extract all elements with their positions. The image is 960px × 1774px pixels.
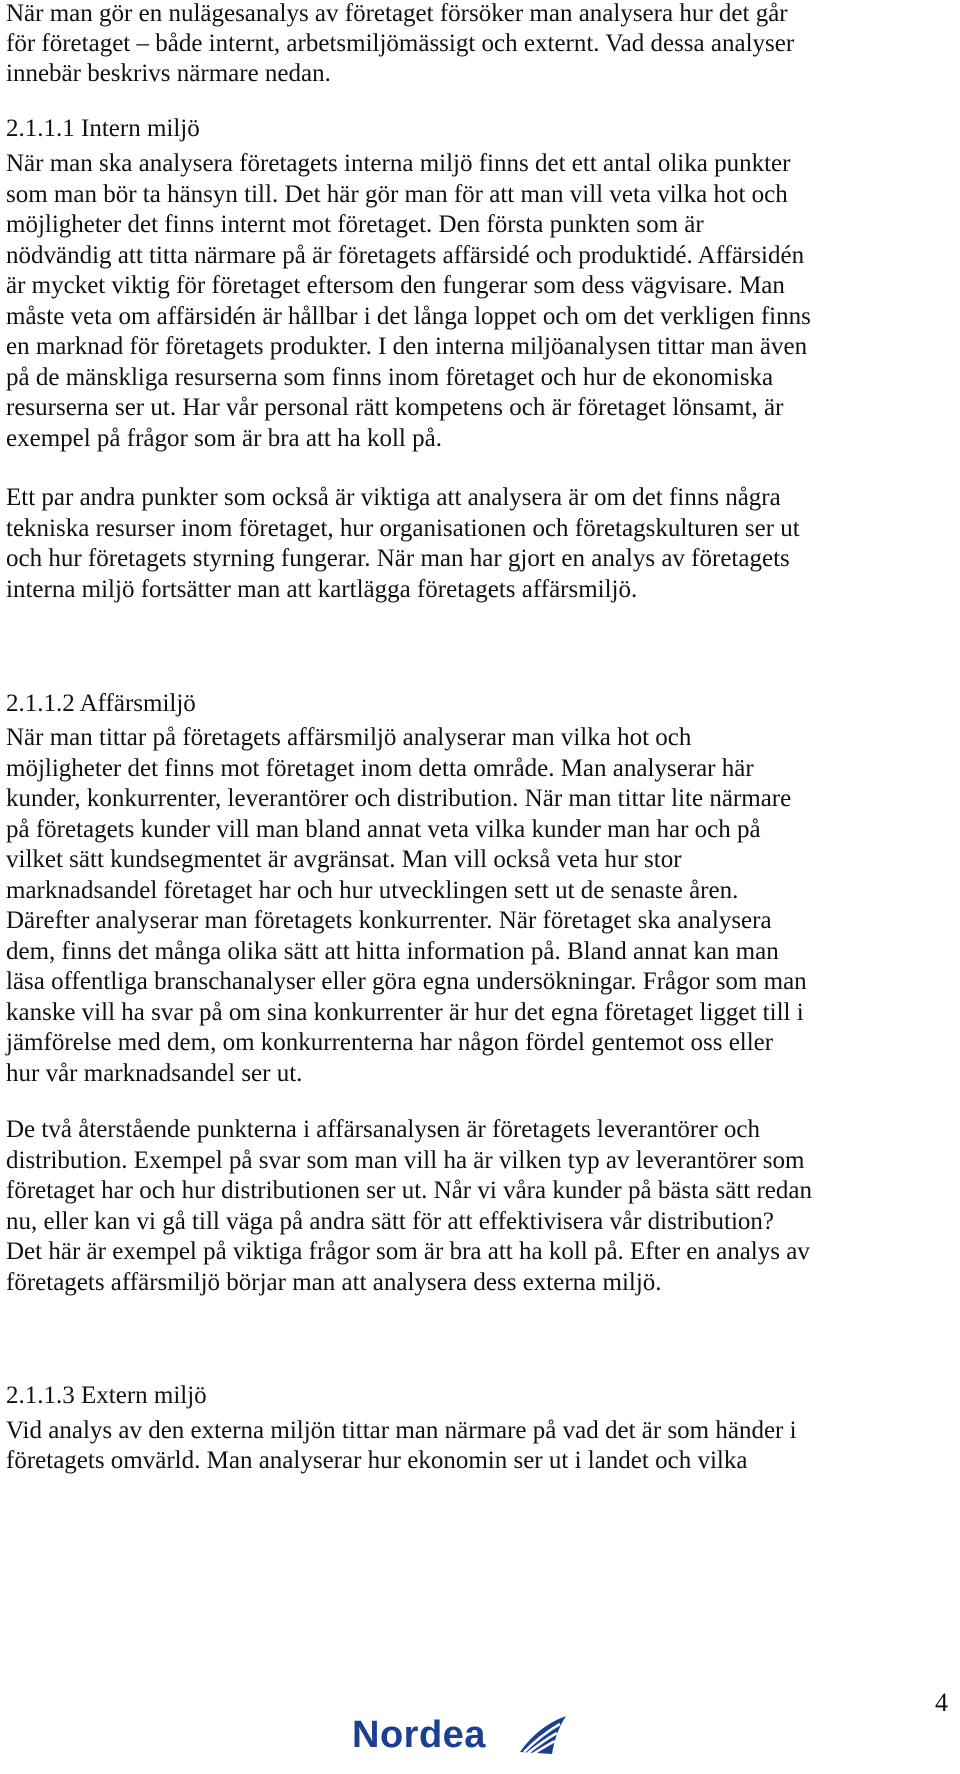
nordea-logo — [352, 1712, 570, 1758]
paragraph-line: När man tittar på företagets affärsmiljö analyserar man vilka hot och — [6, 724, 692, 751]
paragraph-line: jämförelse med dem, om konkurrenterna har någon fördel gentemot oss eller — [6, 1029, 774, 1056]
paragraph-line: vilket sätt kundsegmentet är avgränsat. Man vill också veta hur stor — [6, 846, 682, 873]
paragraph-line: marknadsandel företaget har och hur utvecklingen sett ut de senaste åren. — [6, 877, 739, 904]
paragraph-line: företagets affärsmiljö börjar man att analysera dess externa miljö. — [6, 1269, 662, 1296]
paragraph-line: kunder, konkurrenter, leverantörer och distribution. När man tittar lite närmare — [6, 785, 792, 812]
sail-icon — [514, 1712, 570, 1758]
section-heading: 2.1.1.1 Intern miljö — [6, 115, 200, 142]
paragraph-line: på företagets kunder vill man bland annat veta vilka kunder man har och på — [6, 816, 761, 843]
paragraph-line: måste veta om affärsidén är hållbar i det långa loppet och om det verkligen finns — [6, 303, 811, 330]
paragraph-line: interna miljö fortsätter man att kartlägga företagets affärsmiljö. — [6, 576, 638, 603]
paragraph-line: exempel på frågor som är bra att ha koll på. — [6, 425, 442, 452]
paragraph-line: och hur företagets styrning fungerar. När man har gjort en analys av företagets — [6, 545, 790, 572]
paragraph-line: läsa offentliga branschanalyser eller göra egna undersökningar. Frågor som man — [6, 968, 807, 995]
paragraph-line: Ett par andra punkter som också är viktiga att analysera är om det finns några — [6, 484, 781, 511]
section-heading: 2.1.1.2 Affärsmiljö — [6, 690, 196, 717]
paragraph-line: Det här är exempel på viktiga frågor som är bra att ha koll på. Efter en analys av — [6, 1238, 810, 1265]
paragraph-line: är mycket viktig för företaget eftersom den fungerar som dess vägvisare. Man — [6, 272, 785, 299]
paragraph-line: dem, finns det många olika sätt att hitta information på. Bland annat kan man — [6, 938, 779, 965]
paragraph-line: nu, eller kan vi gå till väga på andra sätt för att effektivisera vår distribution? — [6, 1208, 775, 1235]
intro-line: innebär beskrivs närmare nedan. — [6, 60, 331, 87]
paragraph-line: resurserna ser ut. Har vår personal rätt kompetens och är företaget lönsamt, är — [6, 394, 784, 421]
paragraph-line: nödvändig att titta närmare på är företagets affärsidé och produktidé. Affärsidén — [6, 242, 805, 269]
paragraph-line: som man bör ta hänsyn till. Det här gör man för att man vill veta vilka hot och — [6, 181, 788, 208]
paragraph-line: tekniska resurser inom företaget, hur organisationen och företagskulturen ser ut — [6, 515, 800, 542]
intro-line: När man gör en nulägesanalys av företaget försöker man analysera hur det går — [6, 0, 788, 27]
paragraph-line: De två återstående punkterna i affärsanalysen är företagets leverantörer och — [6, 1116, 761, 1143]
paragraph-line: När man ska analysera företagets interna miljö finns det ett antal olika punkter — [6, 150, 791, 177]
paragraph-line: möjligheter det finns internt mot företaget. Den första punkten som är — [6, 211, 704, 238]
paragraph-line: Vid analys av den externa miljön tittar man närmare på vad det är som händer i — [6, 1417, 797, 1444]
intro-line: för företaget – både internt, arbetsmiljömässigt och externt. Vad dessa analyser — [6, 30, 795, 57]
paragraph-line: företaget har och hur distributionen ser ut. Når vi våra kunder på bästa sätt redan — [6, 1177, 812, 1204]
page-number: 4 — [935, 1688, 948, 1717]
paragraph-line: kanske vill ha svar på om sina konkurrenter är hur det egna företaget ligget till i — [6, 999, 804, 1026]
logo-wordmark: Nordea — [352, 1714, 486, 1756]
section-heading: 2.1.1.3 Extern miljö — [6, 1382, 207, 1409]
paragraph-line: Därefter analyserar man företagets konkurrenter. När företaget ska analysera — [6, 907, 772, 934]
paragraph-line: hur vår marknadsandel ser ut. — [6, 1060, 303, 1087]
paragraph-line: på de mänskliga resurserna som finns inom företaget och hur de ekonomiska — [6, 364, 774, 391]
paragraph-line: distribution. Exempel på svar som man vill ha är vilken typ av leverantörer som — [6, 1147, 805, 1174]
paragraph-line: företagets omvärld. Man analyserar hur ekonomin ser ut i landet och vilka — [6, 1447, 748, 1474]
paragraph-line: möjligheter det finns mot företaget inom detta område. Man analyserar här — [6, 755, 754, 782]
paragraph-line: en marknad för företagets produkter. I den interna miljöanalysen tittar man även — [6, 333, 808, 360]
